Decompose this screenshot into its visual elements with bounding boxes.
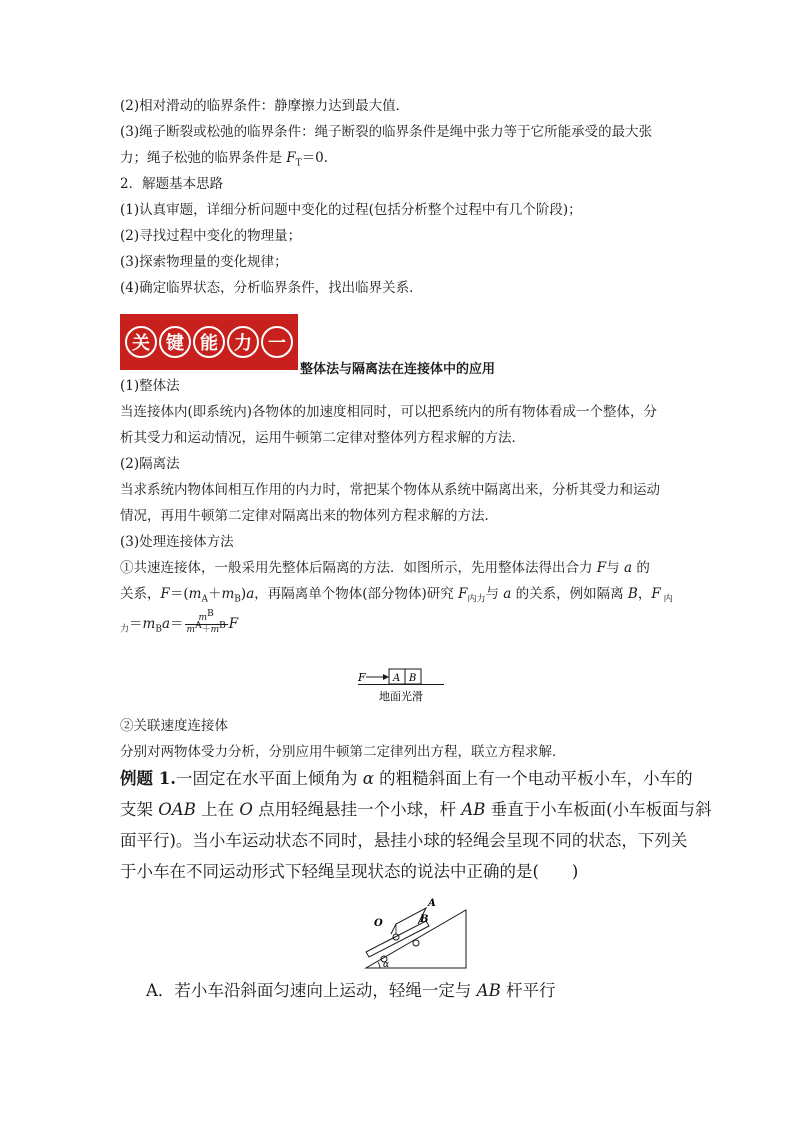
- text: ＋: [201, 625, 211, 635]
- text-line: [120, 279, 423, 297]
- var-F: F: [286, 150, 296, 166]
- text: 一固定在水平面上倾角为: [175, 769, 363, 788]
- text: (1)整体法: [120, 378, 180, 394]
- var-F: F: [651, 586, 661, 602]
- text: 的关系，例如隔离: [511, 586, 628, 602]
- fraction-denominator: [185, 621, 228, 636]
- angle-alpha-label: α: [383, 960, 390, 970]
- text: 析其受力和运动情况，运用牛顿第二定律对整体列方程求解的方法．: [120, 430, 525, 446]
- text: (3)探索物理量的变化规律；: [120, 254, 288, 270]
- subheading: [120, 377, 180, 395]
- example-line: [120, 861, 578, 883]
- example-line: [120, 768, 693, 790]
- text: 分别对两物体受力分析，分别应用牛顿第二定律列出方程，联立方程求解．: [120, 744, 566, 760]
- var-a: a: [161, 616, 171, 632]
- var-AB: AB: [461, 800, 486, 819]
- formula-line: [120, 609, 239, 636]
- text: ＝(: [169, 586, 189, 602]
- var-m: m: [198, 613, 208, 623]
- text-line: [120, 507, 498, 525]
- arrow-head-icon: [383, 674, 389, 680]
- var-m: m: [142, 616, 156, 632]
- text: ＋: [207, 586, 222, 602]
- text: 当求系统内物体间相互作用的内力时，常把某个物体从系统中隔离出来，分析其受力和运动: [120, 482, 660, 498]
- text-line: [120, 743, 566, 761]
- var-a: a: [246, 586, 255, 602]
- subscript: B: [155, 624, 162, 635]
- subscript: 力: [120, 624, 130, 635]
- text: (4)确定临界状态，分析临界条件，找出临界关系．: [120, 280, 423, 296]
- text: ①共速连接体，一般采用先整体后隔离的方法．如图所示，先用整体法得出合力: [120, 560, 597, 576]
- var-F: F: [596, 560, 607, 576]
- connected-blocks-figure: [356, 664, 446, 708]
- text: 点用轻绳悬挂一个小球，杆: [252, 800, 462, 819]
- text: ，再隔离单个物体(部分物体)研究: [254, 586, 459, 602]
- banner-char: 关: [125, 326, 157, 358]
- point-o-label: O: [374, 918, 383, 929]
- var-O: O: [239, 800, 253, 819]
- var-AB: AB: [476, 981, 501, 1000]
- subscript: A: [201, 594, 208, 605]
- text-line: [120, 585, 673, 603]
- superscript: B: [219, 621, 226, 631]
- text: 当连接体内(即系统内)各物体的加速度相同时，可以把系统内的所有物体看成一个整体，分: [120, 404, 658, 420]
- text: (2)寻找过程中变化的物理量；: [120, 228, 302, 244]
- var-F: F: [228, 616, 239, 632]
- banner-char: 力: [227, 326, 259, 358]
- fraction: [185, 609, 228, 636]
- var-m: m: [221, 586, 235, 602]
- point-a-label: A: [428, 898, 436, 909]
- text-line: [120, 227, 301, 245]
- text: ②关联速度连接体: [120, 718, 228, 734]
- force-label: F: [358, 671, 366, 684]
- text: 于小车在不同运动形式下轻绳呈现状态的说法中正确的是( ): [120, 862, 579, 881]
- subscript: 内: [660, 594, 673, 605]
- block-a-label: A: [393, 673, 401, 684]
- point-b-label: B: [420, 914, 429, 925]
- text: ＝: [129, 616, 143, 632]
- text: (2)相对滑动的临界条件：静摩擦力达到最大值．: [120, 98, 410, 114]
- text-line: [120, 123, 652, 141]
- figure-caption: 地面光滑: [379, 690, 423, 703]
- subheading: [120, 455, 180, 473]
- var-F: F: [160, 586, 170, 602]
- subheading: [120, 717, 228, 735]
- text: 的: [632, 560, 650, 576]
- text: 杆平行: [500, 981, 556, 1000]
- text-line: [120, 481, 660, 499]
- text: (3)处理连接体方法: [120, 534, 234, 550]
- example-line: [120, 799, 712, 821]
- text: 与: [606, 560, 624, 576]
- section-heading: [120, 175, 223, 193]
- var-OAB: OAB: [158, 800, 196, 819]
- banner-char: 能: [193, 326, 225, 358]
- text: 上在: [195, 800, 240, 819]
- subheading: [120, 533, 234, 551]
- text: 面平行)。当小车运动状态不同时，悬挂小球的轻绳会呈现不同的状态，下列关: [120, 831, 688, 850]
- var-m: m: [188, 586, 202, 602]
- text: ＝0.: [301, 150, 329, 166]
- key-ability-banner: [120, 314, 298, 370]
- var-a: a: [623, 560, 633, 576]
- angle-arc: [378, 962, 380, 968]
- text: 的粗糙斜面上有一个电动平板小车，小车的: [373, 769, 693, 788]
- text-line: [120, 559, 650, 577]
- cart-wheel: [413, 940, 419, 946]
- text-line: [120, 403, 657, 421]
- text: 与: [485, 586, 504, 602]
- var-m: m: [210, 625, 220, 635]
- text: 支架: [120, 800, 159, 819]
- text: ): [240, 586, 247, 602]
- text-line: [120, 97, 409, 115]
- var-a: a: [503, 586, 512, 602]
- banner-char: 键: [159, 326, 191, 358]
- incline-cart-figure: [356, 888, 470, 974]
- banner-char: 一: [261, 326, 293, 358]
- text: A．若小车沿斜面匀速向上运动，轻绳一定与: [146, 981, 477, 1000]
- text: (2)隔离法: [120, 456, 180, 472]
- text: (3)绳子断裂或松弛的临界条件：绳子断裂的临界条件是绳中张力等于它所能承受的最大张: [120, 124, 653, 140]
- option-a[interactable]: [146, 980, 555, 1002]
- text: 垂直于小车板面(小车板面与斜: [485, 800, 712, 819]
- subscript: 内力: [467, 594, 486, 605]
- example-label: 例题 1.: [120, 769, 176, 788]
- text: 力；绳子松弛的临界条件是: [120, 150, 287, 166]
- subscript: B: [234, 594, 241, 605]
- block-b-label: B: [409, 673, 417, 684]
- text: (1)认真审题，详细分析问题中变化的过程(包括分析整个过程中有几个阶段)；: [120, 202, 582, 218]
- var-alpha: α: [362, 769, 374, 788]
- superscript: B: [207, 609, 214, 619]
- text: 2．解题基本思路: [120, 176, 224, 192]
- subscript: T: [295, 158, 302, 169]
- banner-title: 整体法与隔离法在连接体中的应用: [300, 362, 496, 377]
- text: ＝: [170, 616, 184, 632]
- text-line: [120, 253, 288, 271]
- var-m: m: [186, 625, 196, 635]
- var-B: B: [627, 586, 638, 602]
- text-line: [120, 429, 525, 447]
- text-line: [120, 149, 328, 167]
- example-line: [120, 830, 687, 852]
- text: ，: [637, 586, 652, 602]
- text-line: [120, 201, 582, 219]
- superscript: A: [195, 621, 202, 631]
- text: 关系，: [120, 586, 161, 602]
- var-F: F: [458, 586, 468, 602]
- text: 情况，再用牛顿第二定律对隔离出来的物体列方程求解的方法．: [120, 508, 498, 524]
